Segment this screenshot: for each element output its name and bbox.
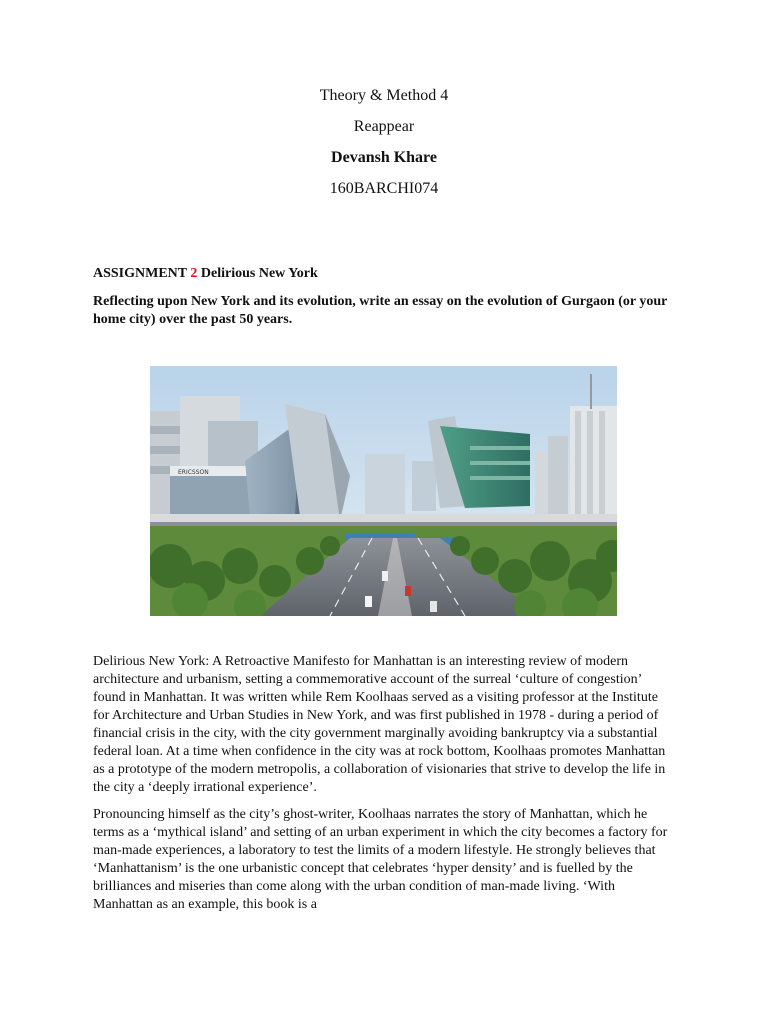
assignment-label: ASSIGNMENT: [93, 266, 187, 281]
assignment-number: 2: [190, 266, 198, 281]
assignment-title: Delirious New York: [200, 266, 318, 281]
student-name: Devansh Khare: [331, 149, 437, 166]
roll-number: 160BARCHI074: [329, 180, 439, 197]
essay-body: [93, 653, 673, 923]
assignment-prompt: Reflecting upon New York and its evolution, write an essay on the evolution of Gurgaon (or your home city) over the past 50 years.: [93, 294, 668, 327]
essay-paragraph: Delirious New York: A Retroactive Manifesto for Manhattan is an interesting review of modern architecture and urbanism, setting a commemorative account of the surreal ‘culture of congestion’ found in Manhattan. It was written while Rem Koolhaas served as a visiting professor at the Institute for Architecture and Urban Studies in New York, and was first published in 1978 - during a period of financial crisis in the city, with the city government marginally avoiding bankruptcy via a substantial federal loan. At a time when confidence in the city was at rock bottom, Koolhaas promotes Manhattan as a prototype of the modern metropolis, a collaboration of visionaries that strive to develop the life in the city a ‘deeply irrational experience’.: [93, 654, 666, 795]
city-skyline-photo: [150, 366, 617, 616]
title-block: [0, 86, 768, 210]
exam-status: Reappear: [353, 118, 415, 135]
essay-paragraph: Pronouncing himself as the city’s ghost-writer, Koolhaas narrates the story of Manhattan, which he terms as a ‘mythical island’ and setting of an urban experiment in which the city becomes a factory for man-made experiences, a laboratory to test the limits of a modern lifestyle. He strongly believes that ‘Manhattanism’ is the one urbanistic concept that celebrates ‘hyper density’ and is fuelled by the brilliances and miseries than come along with the urban condition of man-made living. ‘With Manhattan as an example, this book is a: [93, 807, 668, 912]
photo-sign: ERICSSON: [178, 469, 209, 476]
course-title: Theory & Method 4: [319, 87, 449, 104]
assignment-heading: [93, 265, 318, 283]
